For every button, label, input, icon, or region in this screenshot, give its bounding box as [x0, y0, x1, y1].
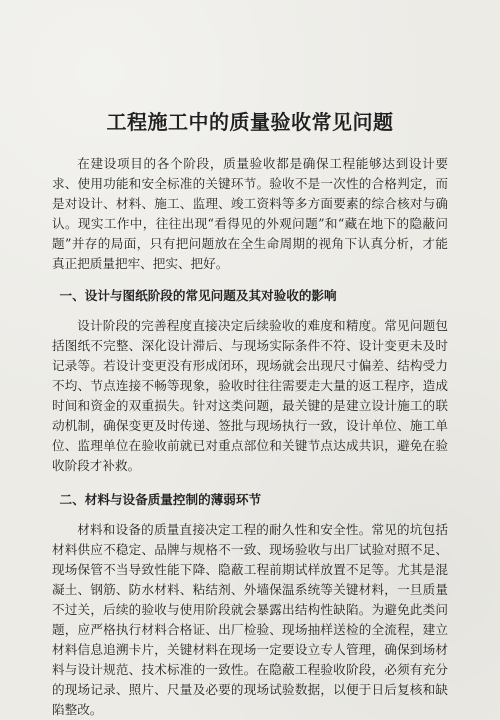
section-heading-2: 二、材料与设备质量控制的薄弱环节: [59, 492, 262, 507]
section-gap: [52, 476, 448, 478]
section-body-2: 材料和设备的质量直接决定工程的耐久性和安全性。常见的坑包括材料供应不稳定、品牌与规格不一致、现场验收与出厂试验对照不足、现场保管不当导致性能下降、隐蔽工程前期试样放置不足等。尤其是混凝土、钢筋、防水材料、粘结剂、外墙保温系统等关键材料，一旦质量不过关，后续的验收与使用阶段就会暴露出结构性缺陷。为避免此类问题，应严格执行材料合格证、出厂检验、现场抽样送检的全流程，建立材料信息追溯卡片，关键材料在现场一定要设立专人管理，确保到场材料与设计规范、技术标准的一致性。在隐蔽工程验收阶段，必须有充分的现场记录、照片、尺量及必要的现场试验数据，以便于日后复核和缺陷整改。: [52, 522, 448, 717]
intro-paragraph: 在建设项目的各个阶段，质量验收都是确保工程能够达到设计要求、使用功能和安全标准的关键环节。验收不是一次性的合格判定，而是对设计、材料、施工、监理、竣工资料等多方面要素的综合核对与确认。现实工作中，往往出现“看得见的外观问题”和“藏在地下的隐蔽问题”并存的局面，只有把问题放在全生命周期的视角下认真分析，才能真正把质量把牢、把实、把好。: [52, 156, 448, 271]
section-heading-1: 一、设计与图纸阶段的常见问题及其对验收的影响: [59, 288, 337, 303]
section-body-1: 设计阶段的完善程度直接决定后续验收的难度和精度。常见问题包括图纸不完整、深化设计滞后、与现场实际条件不符、设计变更未及时记录等。若设计变更没有形成闭环，现场就会出现尺寸偏差、结构受力不均、节点连接不畅等现象，验收时往往需要走大量的返工程序，造成时间和资金的双重损失。针对这类问题，最关键的是建立设计施工的联动机制，确保变更及时传递、签批与现场执行一致，设计单位、施工单位、监理单位在验收前就已对重点部位和关键节点达成共识，避免在验收阶段才补救。: [52, 318, 448, 473]
document-title: 工程施工中的质量验收常见问题: [106, 110, 394, 134]
